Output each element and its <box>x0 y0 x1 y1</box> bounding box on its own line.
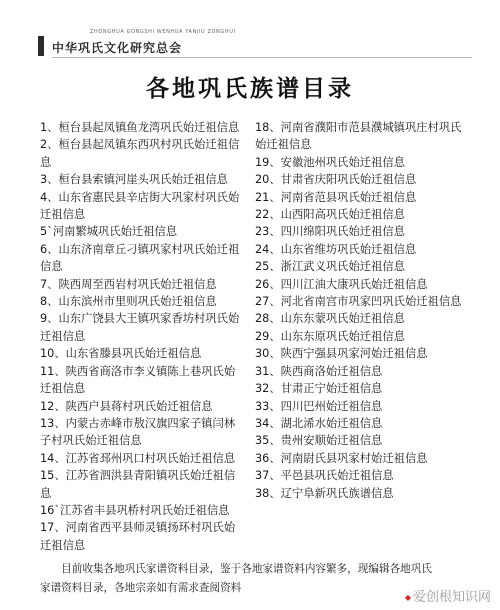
directory-item: 24、山东省维坊巩氏始迁祖信息 <box>255 242 417 256</box>
watermark-logo-icon: ◆ <box>404 593 411 602</box>
directory-item: 3、桓台县索镇河崖头巩氏始迁祖信息 <box>40 173 228 187</box>
directory-item: 32、甘肃正宁始迁祖信息 <box>255 382 383 396</box>
directory-item: 6、山东济南章丘刁镇巩家村巩氏始迁祖信息 <box>40 242 240 274</box>
directory-item: 8、山东滨州市里则巩氏始迁祖信息 <box>40 295 217 309</box>
directory-item: 14、江苏省邳州巩口村巩氏始迁祖信息 <box>40 451 236 465</box>
directory-item: 31、陕西商洛始迁祖信息 <box>255 364 383 378</box>
watermark-text: 爱创根知识网 <box>412 590 491 605</box>
directory-item: 4、山东省惠民县辛店街大巩家村巩氏始迁祖信息 <box>40 190 240 222</box>
directory-item: 23、四川绵阳巩氏始迁祖信息 <box>255 225 405 239</box>
directory-item: 26、四川江油大康巩氏始迁祖信息 <box>255 277 428 291</box>
header-pinyin: ZHONGHUA GONGSHI WENHUA YANJIU ZONGHUI <box>90 29 236 35</box>
directory-item: 19、安徽池州巩氏始迁祖信息 <box>255 155 405 169</box>
header-divider <box>52 57 472 58</box>
directory-item: 2、桓台县起凤镇东西巩村巩氏始迁祖信息 <box>40 138 240 169</box>
directory-item: 36、河南尉氏县巩家村始迁祖信息 <box>255 451 428 465</box>
directory-item: 9、山东广饶县大王镇巩家香坊村巩氏始迁祖信息 <box>40 312 240 343</box>
directory-item: 17、河南省西平县师灵镇扬环村巩氏始迁祖信息 <box>40 521 236 552</box>
header-accent-bar <box>38 36 44 56</box>
directory-item: 37、平邑县巩氏始迁祖信息 <box>255 469 394 483</box>
directory-item: 18、河南省濮阳市范县濮城镇巩庄村巩氏始迁祖信息 <box>255 121 462 152</box>
directory-item: 10、山东省滕县巩氏始迁祖信息 <box>40 347 202 361</box>
left-column-list <box>40 119 245 554</box>
directory-item: 5`河南繁城巩氏始迁祖信息 <box>40 225 178 239</box>
page-title: 各地巩氏族谱目录 <box>146 75 354 102</box>
directory-item: 34、湖北浠水始迁祖信息 <box>255 416 383 430</box>
directory-item: 22、山西阳高巩氏始迁祖信息 <box>255 208 405 222</box>
directory-item: 1、桓台县起凤镇鱼龙湾巩氏始迁祖信息 <box>40 121 240 134</box>
page-header <box>0 0 500 62</box>
directory-item: 13、内蒙古赤峰市敖汉旗四家子镇闫林子村巩氏始迁祖信息 <box>40 416 236 448</box>
watermark <box>402 585 494 606</box>
directory-item: 25、浙江武义巩氏始迁祖信息 <box>255 260 405 274</box>
directory-item: 15、江苏省泗洪县青阳镇巩氏始迁祖信息 <box>40 469 236 500</box>
directory-item: 35、贵州安顺始迁祖信息 <box>255 434 383 448</box>
directory-item: 11、陕西省商洛市李义镇陈上巷巩氏始迁祖信息 <box>40 364 236 396</box>
directory-item: 27、河北省南宫市巩家凹巩氏始迁祖信息 <box>255 295 462 309</box>
directory-item: 30、陕西宁强县巩家河始迁祖信息 <box>255 347 428 361</box>
directory-item: 21、河南省范县巩氏始迁祖信息 <box>255 190 417 204</box>
directory-item: 16`江苏省丰县巩桥村巩氏始迁祖信息 <box>40 503 230 517</box>
directory-item: 20、甘肃省庆阳巩氏始迁祖信息 <box>255 173 417 187</box>
directory-item: 7、陕西周至西岩村巩氏始迁祖信息 <box>40 277 217 291</box>
directory-item: 28、山东东蒙巩氏始迁祖信息 <box>255 312 405 326</box>
footer-line-1: 目前收集各地巩氏家谱资料目录，鉴于各地家谱资料内容繁多，现编辑各地巩氏 <box>61 563 432 575</box>
directory-item: 12、陕西户县蒋村巩氏始迁祖信息 <box>40 399 213 413</box>
organization-name: 中华巩氏文化研究总会 <box>52 41 183 55</box>
right-column-list <box>255 119 470 502</box>
directory-item: 29、山东东原巩氏始迁祖信息 <box>255 329 405 343</box>
footer-line-2: 家谱资料目录，各地宗亲如有需求查阅资料 <box>40 582 242 594</box>
directory-item: 38、辽宁阜新巩氏族谱信息 <box>255 486 394 500</box>
directory-item: 33、四川巴州始迁祖信息 <box>255 399 383 413</box>
